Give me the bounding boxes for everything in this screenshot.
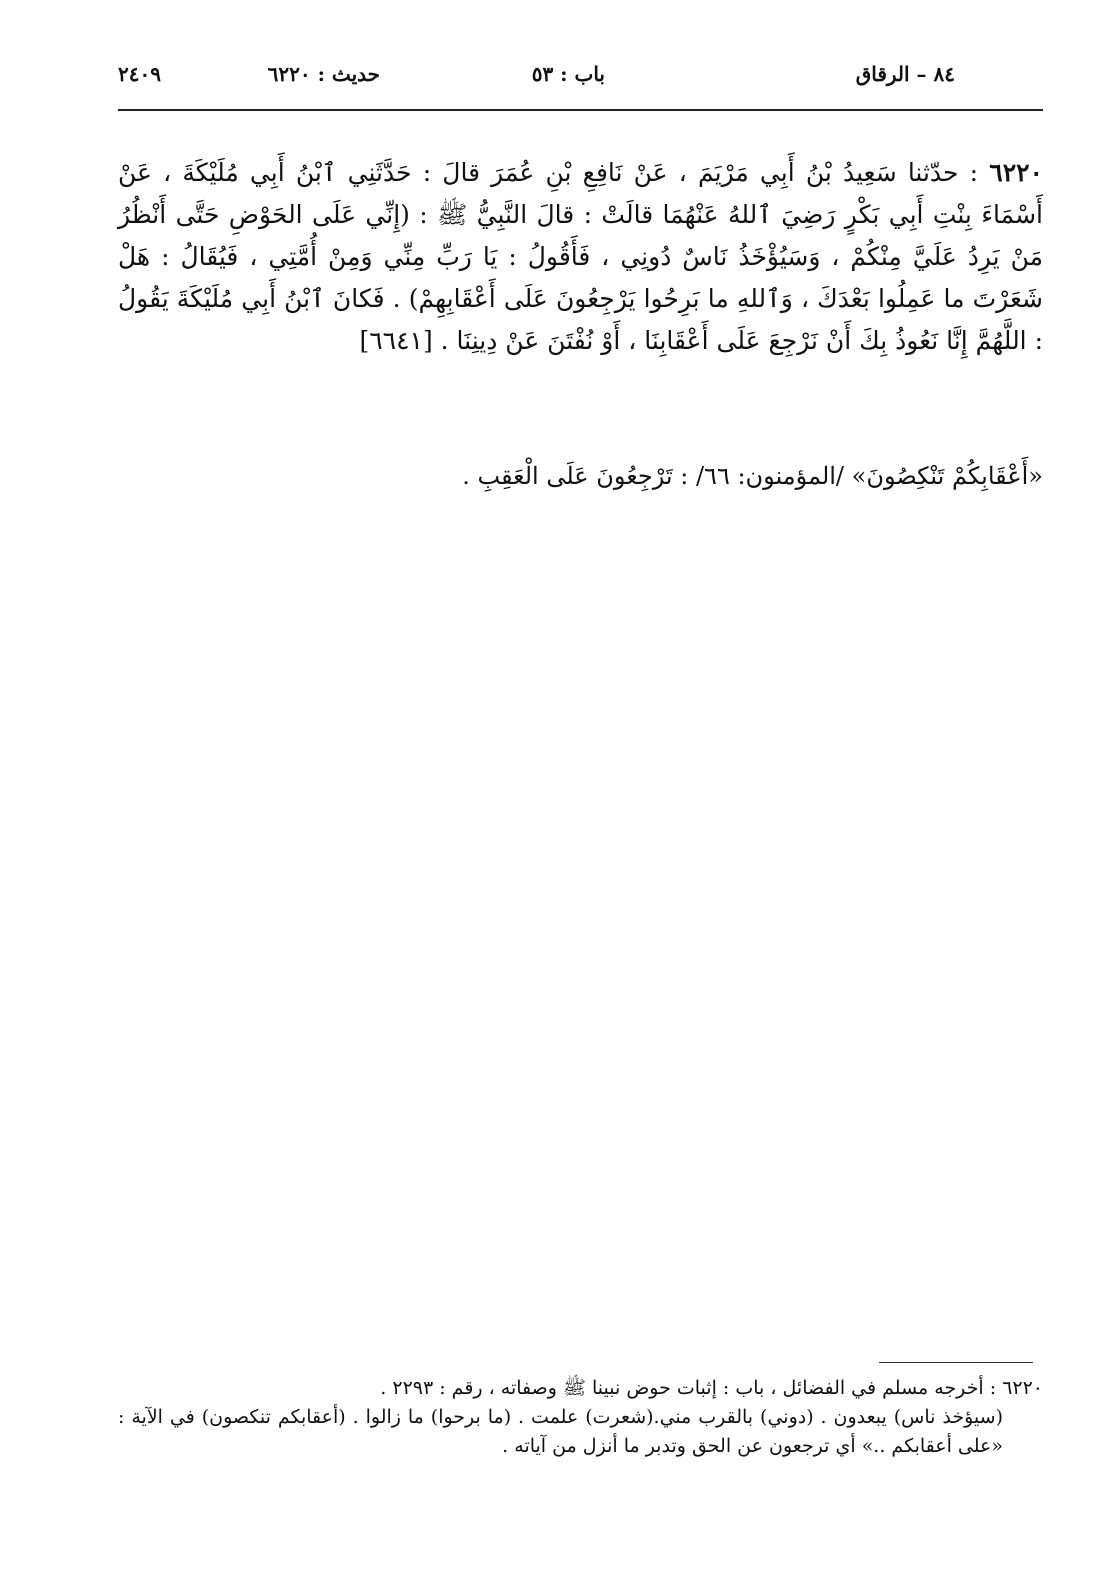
- header-divider: [118, 109, 1043, 111]
- footnote-divider: [879, 1362, 1033, 1363]
- footnote-source: ٦٢٢٠ : أخرجه مسلم في الفضائل ، باب : إثبات حوض نبينا ﷺ وصفاته ، رقم : ٢٢٩٣ .: [380, 1377, 1043, 1399]
- hadith-number: ٦٢٢٠: [989, 158, 1043, 187]
- page-number: ٢٤٠٩: [118, 62, 161, 86]
- footnotes: [118, 1374, 1043, 1461]
- hadith-paragraph: [118, 152, 1043, 362]
- footnote-glossary: (سيؤخذ ناس) يبعدون . (دوني) بالقرب مني.(شعرت) علمت . (ما برحوا) ما زالوا . (أعقابكم تنكصون) في الآية : «على أعقابكم ..» أي ترجعون عن الحق وتدبر ما أنزل من آياته .: [118, 1406, 1003, 1457]
- hadith-separator: :: [958, 158, 990, 187]
- hadith-text: حدّثنا سَعِيدُ بْنُ أَبِي مَرْيَمَ ، عَنْ نَافِعِ بْنِ عُمَرَ قالَ : حَدَّثَنِي ٱبْنُ أَبِي مُلَيْكَةَ ، عَنْ أَسْمَاءَ بِنْتِ أَبِي بَكْرٍ رَضِيَ ٱللهُ عَنْهُمَا قالَتْ : قالَ النَّبِيُّ ﷺ : (إِنِّي عَلَى الحَوْضِ حَتَّى أَنْظُرُ مَنْ يَرِدُ عَلَيَّ مِنْكُمْ ، وَسَيُؤْخَذُ نَاسٌ دُونِي ، فَأَقُولُ : يَا رَبِّ مِنِّي وَمِنْ أُمَّتِي ، فَيُقَالُ : هَلْ شَعَرْتَ ما عَمِلُوا بَعْدَكَ ، وَٱللهِ ما بَرِحُوا يَرْجِعُونَ عَلَى أَعْقَابِهِمْ) . فَكانَ ٱبْنُ أَبِي مُلَيْكَةَ يَقُولُ : اللَّهُمَّ إِنَّا نَعُوذُ بِكَ أَنْ نَرْجِعَ عَلَى أَعْقَابِنَا ، أَوْ نُفْتَنَ عَنْ دِينِنَا . [٦٦٤١]: [118, 158, 1043, 355]
- bab-number: باب : ٥٣: [531, 62, 605, 86]
- running-header: [118, 62, 1035, 94]
- chapter-title: ٨٤ – الرقاق: [855, 62, 955, 86]
- quran-gloss: «أَعْقَابِكُمْ تَنْكِصُونَ» /المؤمنون: ٦٦/ : تَرْجِعُونَ عَلَى الْعَقِبِ .: [462, 462, 1043, 490]
- hadith-reference: حديث : ٦٢٢٠: [267, 62, 380, 86]
- hadith-block: [118, 152, 1043, 362]
